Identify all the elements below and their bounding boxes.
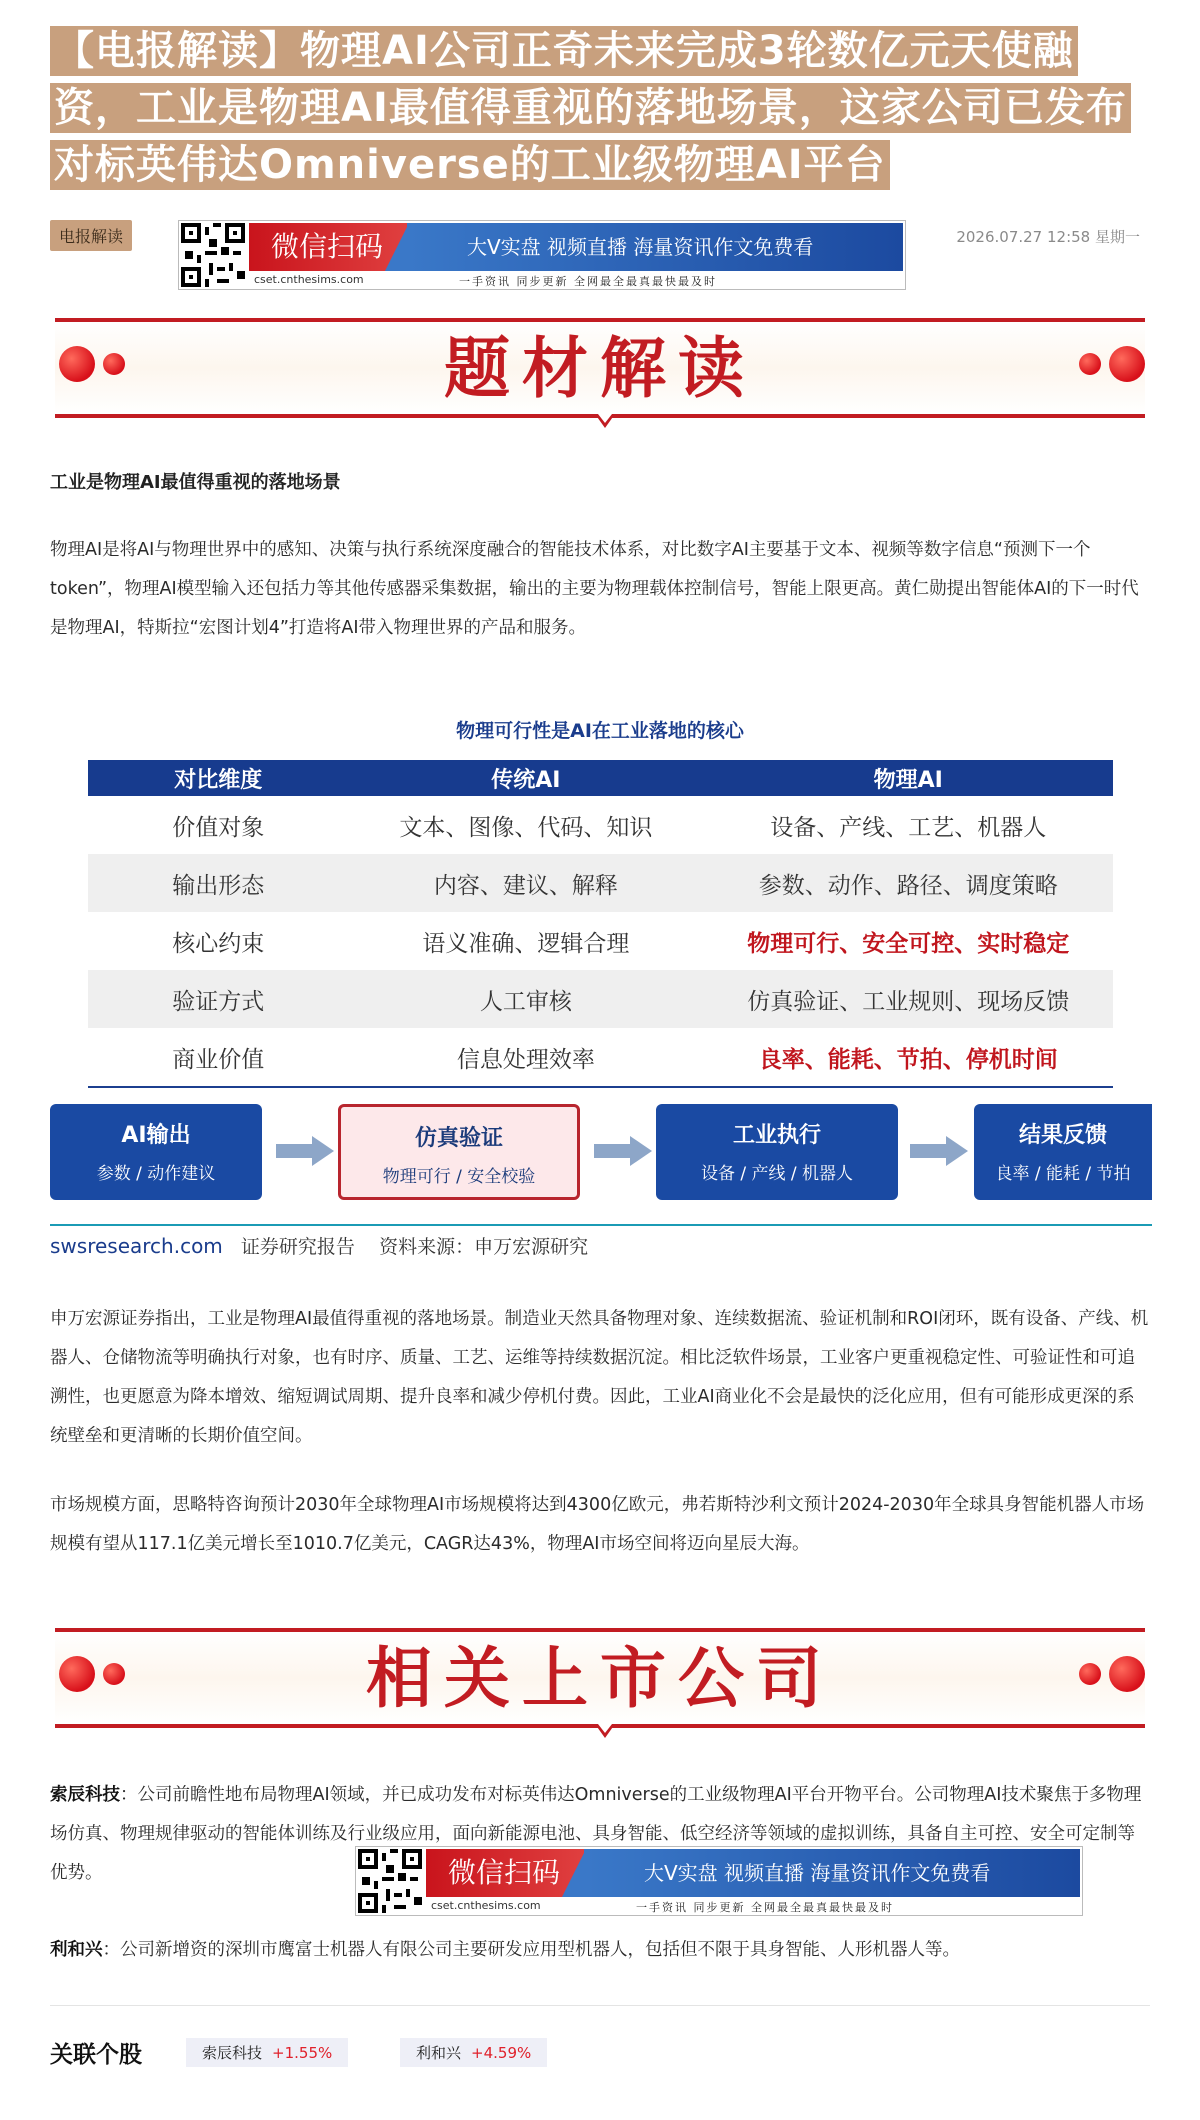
figure-source (50, 1232, 588, 1259)
comparison-table (88, 760, 1113, 1088)
figure-title: 物理可行性是AI在工业落地的核心 (456, 720, 744, 742)
table-cell: 信息处理效率 (348, 1028, 703, 1087)
decor-dot-icon (103, 353, 125, 375)
company-text: ：公司前瞻性地布局物理AI领域，并已成功发布对标英伟达Omniverse的工业级物理AI平台开物平台。公司物理AI技术聚焦于多物理场仿真、物理规律驱动的智能体训练及行业级应用，面向新能源电池、具身智能、低空经济等领域的虚拟训练，具备自主可控、安全可定制等优势。 (50, 1785, 1142, 1883)
flow-step-sub: 参数 / 动作建议 (96, 1164, 216, 1184)
flow-step-sub: 物理可行 / 安全校验 (382, 1167, 536, 1187)
decor-dot-icon (1079, 353, 1101, 375)
table-cell: 验证方式 (88, 970, 348, 1028)
source-url: swsresearch.com (50, 1234, 223, 1258)
table-cell: 核心约束 (172, 930, 265, 957)
publish-date: 2026.07.27 12:58 星期一 (956, 228, 1140, 246)
qr-code-icon (358, 1849, 422, 1913)
decor-dot-icon (59, 346, 95, 382)
table-cell: 价值对象 (172, 814, 265, 841)
flow-step-feedback (974, 1104, 1152, 1200)
table-cell: 内容、建议、解释 (348, 854, 703, 912)
banner-slogan: 一手资讯 同步更新 全网最全最真最快最及时 (459, 275, 717, 288)
category-tag[interactable]: 电报解读 (50, 220, 132, 251)
table-header: 传统AI (348, 760, 703, 796)
table-row (88, 970, 1113, 1028)
section-title: 题材解读 (55, 322, 1145, 414)
related-stocks-label: 关联个股 (50, 2042, 142, 2068)
company-name: 利和兴 (50, 1940, 103, 1960)
stock-chip[interactable] (186, 2038, 348, 2067)
flow-step-title: AI输出 (121, 1123, 191, 1148)
decor-dot-icon (1079, 1663, 1101, 1685)
table-cell: 良率、能耗、节拍、停机时间 (703, 1028, 1113, 1087)
title-line-3: 对标英伟达Omniverse的工业级物理AI平台 (50, 140, 890, 190)
table-row (88, 1028, 1113, 1087)
table-cell: 语义准确、逻辑合理 (422, 930, 630, 957)
table-cell: 仿真验证、工业规则、现场反馈 (703, 970, 1113, 1028)
article-title (50, 26, 1150, 197)
banner-left-text: 微信扫码 (426, 1849, 586, 1897)
decor-dot-icon (1109, 346, 1145, 382)
flow-step-title: 结果反馈 (1018, 1123, 1107, 1148)
table-cell: 人工审核 (348, 970, 703, 1028)
company-text: ：公司新增资的深圳市鹰富士机器人有限公司主要研发应用型机器人，包括但不限于具身智能、人形机器人等。 (102, 1940, 960, 1960)
flow-step-title: 工业执行 (732, 1123, 821, 1148)
table-cell: 设备、产线、工艺、机器人 (770, 814, 1047, 841)
source-text: 资料来源：申万宏源研究 (379, 1236, 589, 1258)
stock-name: 索辰科技 (202, 2044, 263, 2062)
section-header-analysis (55, 318, 1145, 418)
banner-url: cset.cnthesims.com (431, 1899, 541, 1912)
divider (50, 2005, 1150, 2006)
paragraph-market: 市场规模方面，思略特咨询预计2030年全球物理AI市场规模将达到4300亿欧元，弗若斯特沙利文预计2024-2030年全球具身智能机器人市场规模有望从117.1亿美元增长至1010.7亿美元，CAGR达43%，物理AI市场空间将迈向星辰大海。 (50, 1495, 1145, 1554)
section-title: 相关上市公司 (55, 1632, 1145, 1724)
banner-right-text: 大V实盘 视频直播 海量资讯作文免费看 (584, 1849, 1080, 1897)
table-header: 对比维度 (88, 760, 348, 796)
banner-slogan: 一手资讯 同步更新 全网最全最真最快最及时 (636, 1901, 894, 1914)
company-liheshing (50, 1931, 1150, 1970)
qr-code-icon (181, 223, 245, 287)
stock-chip[interactable] (400, 2038, 547, 2067)
source-type: 证券研究报告 (240, 1236, 355, 1258)
wechat-scan-banner[interactable] (355, 1846, 1083, 1916)
paragraph-analysis: 申万宏源证券指出，工业是物理AI最值得重视的落地场景。制造业天然具备物理对象、连续数据流、验证机制和ROI闭环，既有设备、产线、机器人、仓储物流等明确执行对象，也有时序、质量、工艺、运维等持续数据沉淀。相比泛软件场景，工业客户更重视稳定性、可验证性和可追溯性，也更愿意为降本增效、缩短调试周期、提升良率和减少停机付费。因此，工业AI商业化不会是最快的泛化应用，但有可能形成更深的系统壁垒和更清晰的长期价值空间。 (50, 1309, 1149, 1446)
table-header: 物理AI (703, 760, 1113, 796)
paragraph-intro: 物理AI是将AI与物理世界中的感知、决策与执行系统深度融合的智能技术体系，对比数字AI主要基于文本、视频等数字信息“预测下一个token”，物理AI模型输入还包括力等其他传感器采集数据，输出的主要为物理载体控制信号，智能上限更高。黄仁勋提出智能体AI的下一时代是物理AI，特斯拉“宏图计划4”打造将AI带入物理世界的产品和服务。 (50, 540, 1139, 638)
stock-change: +4.59% (471, 2044, 532, 2062)
decor-dot-icon (1109, 1656, 1145, 1692)
banner-left-text: 微信扫码 (249, 223, 409, 271)
stock-change: +1.55% (272, 2044, 333, 2062)
subheading: 工业是物理AI最值得重视的落地场景 (50, 472, 341, 493)
title-line-1: 【电报解读】物理AI公司正奇未来完成3轮数亿元天使融 (50, 26, 1078, 76)
table-row (88, 796, 1113, 854)
table-row (88, 912, 1113, 970)
table-cell: 物理可行、安全可控、实时稳定 (747, 930, 1070, 957)
flow-step-title: 仿真验证 (414, 1126, 503, 1151)
arrow-right-icon (594, 1136, 652, 1166)
flow-step-simulation (338, 1104, 580, 1200)
arrow-right-icon (910, 1136, 968, 1166)
wechat-scan-banner[interactable] (178, 220, 906, 290)
arrow-right-icon (276, 1136, 334, 1166)
decor-dot-icon (103, 1663, 125, 1685)
banner-url: cset.cnthesims.com (254, 273, 364, 286)
table-cell: 商业价值 (88, 1028, 348, 1087)
stock-name: 利和兴 (416, 2044, 462, 2062)
table-row (88, 854, 1113, 912)
flow-step-sub: 设备 / 产线 / 机器人 (700, 1164, 854, 1184)
banner-right-text: 大V实盘 视频直播 海量资讯作文免费看 (407, 223, 903, 271)
flow-step-ai-output (50, 1104, 262, 1200)
flow-step-sub: 良率 / 能耗 / 节拍 (995, 1164, 1131, 1184)
table-cell: 参数、动作、路径、调度策略 (703, 854, 1113, 912)
decor-dot-icon (59, 1656, 95, 1692)
table-cell: 文本、图像、代码、知识 (399, 814, 653, 841)
divider (50, 1224, 1152, 1226)
company-name: 索辰科技 (50, 1785, 120, 1805)
flow-step-execution (656, 1104, 898, 1200)
title-line-2: 资，工业是物理AI最值得重视的落地场景，这家公司已发布 (50, 83, 1131, 133)
section-header-companies (55, 1628, 1145, 1728)
table-cell: 输出形态 (88, 854, 348, 912)
